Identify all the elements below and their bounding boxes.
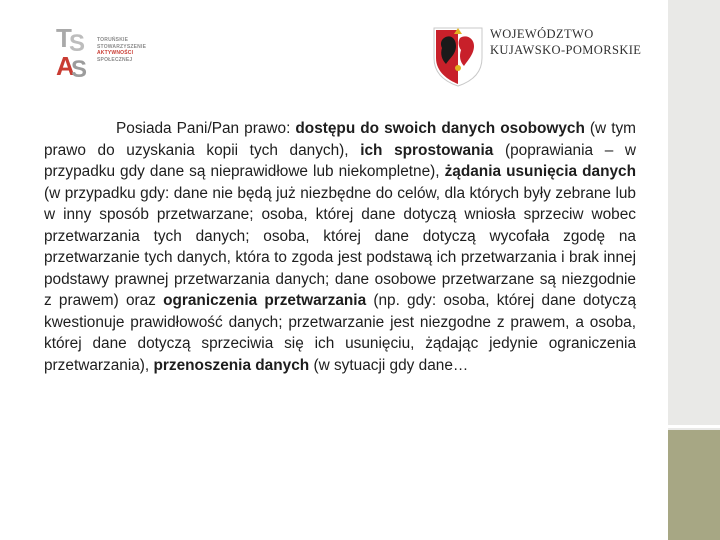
text-segment: Posiada Pani/Pan prawo: [116, 120, 296, 137]
text-segment: (w przypadku gdy: dane nie będą już niezbędne do celów, dla których były zebrane lub w inny sposób przetwarzane; osoba, której dane dotyczą wniosła sprzeciw wobec przetwarzania tych danych; osoba, której dane dotyczą wycofała zgodę na przetwarzanie tych danych, która to zgoda jest podstawą ich przetwarzania i brak innej podstawy prawnej przetwarzania danych; dane osobowe przetwarzane są niezgodnie z prawem) oraz [44, 184, 636, 309]
region-name [490, 26, 641, 58]
text-bold-portability: przenoszenia danych [153, 356, 310, 374]
text-bold-rectification: ich sprostowania [360, 141, 494, 159]
tsas-letters-icon [55, 25, 95, 80]
text-segment: (np. gdy: osoba, której dane dotyczą kwestionuje prawidłowość danych; przetwarzanie jest niezgodne z prawem, a osoba, której dane dotyczą sprzeciwia się ich usunięciu, żądając jedynie ograniczenia przetwarzania), [44, 292, 637, 374]
tsas-line-4: SPOŁECZNEJ [97, 56, 133, 63]
tsas-logo [55, 25, 155, 80]
coat-of-arms-icon [430, 24, 486, 88]
region-name-line-1: WOJEWÓDZTWO [490, 27, 594, 41]
text-bold-restriction: ograniczenia przetwarzania [163, 292, 367, 309]
svg-text:S: S [71, 56, 88, 80]
text-bold-access: dostępu do swoich danych osobowych [295, 120, 585, 137]
svg-text:A: A [56, 51, 75, 80]
right-decorative-bar [668, 0, 720, 540]
tsas-line-2: STOWARZYSZENIE [97, 43, 147, 50]
tsas-name [97, 37, 146, 63]
text-segment: (w sytuacji gdy dane… [309, 356, 469, 374]
tsas-line-1: TORUŃSKIE [97, 37, 129, 43]
bar-accent-block [668, 430, 720, 540]
text-bold-erasure: żądania usunięcia danych [444, 163, 636, 180]
text-segment: (w tym prawo do uzyskania kopii tych danych), [44, 120, 636, 159]
rights-paragraph [44, 118, 636, 376]
tsas-line-3: AKTYWNOŚCI [97, 50, 134, 56]
region-name-line-2: KUJAWSKO-POMORSKIE [490, 43, 642, 57]
text-segment: (poprawiania – w przypadku gdy dane są nieprawidłowe lub niekompletne), [44, 141, 637, 180]
svg-text:T: T [56, 25, 72, 53]
bar-divider [668, 425, 720, 428]
region-logo [430, 20, 648, 92]
svg-text:S: S [69, 30, 86, 57]
